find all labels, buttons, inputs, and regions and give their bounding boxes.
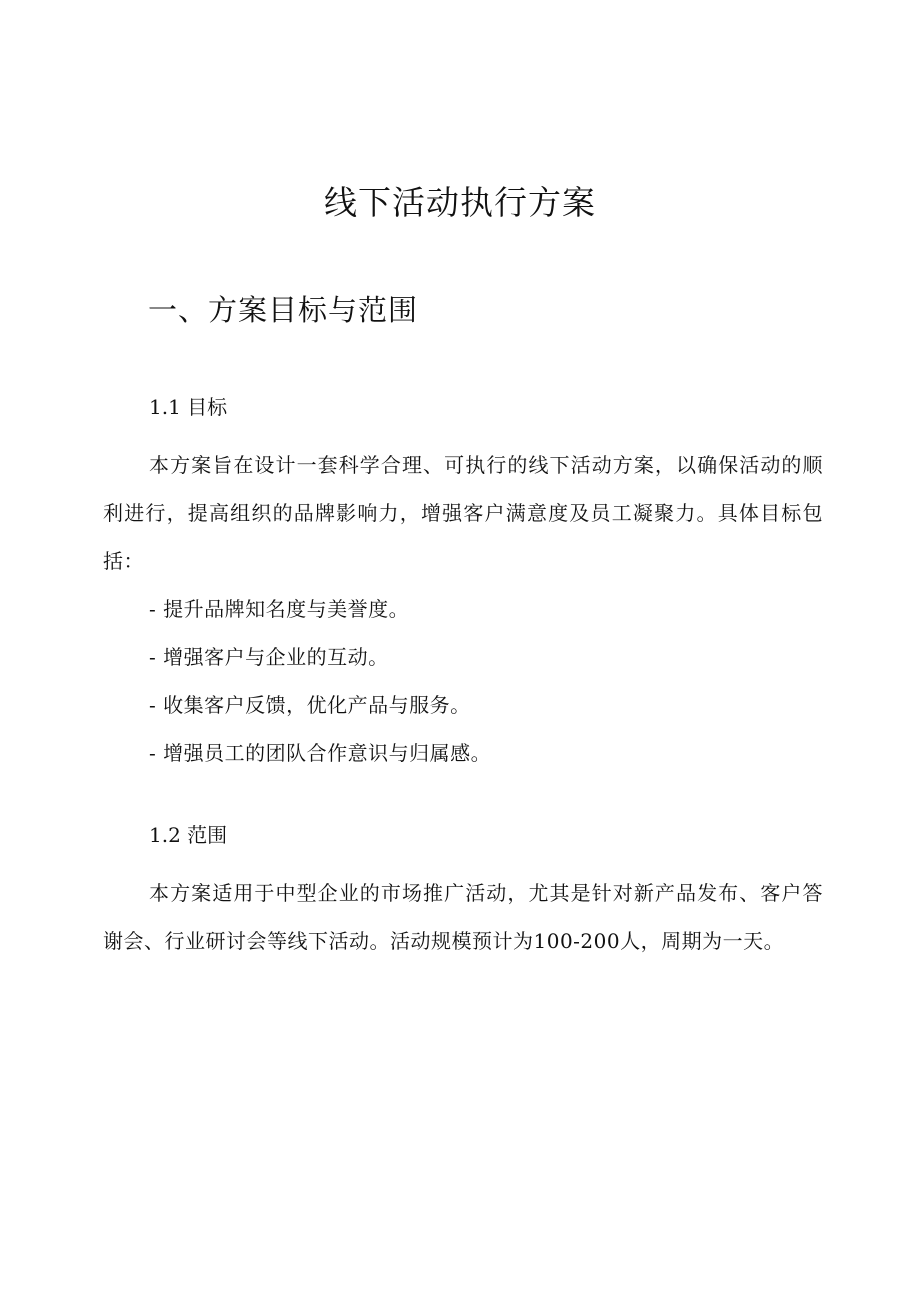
goals-paragraph: 本方案旨在设计一套科学合理、可执行的线下活动方案，以确保活动的顺利进行，提高组织的品牌影响力，增强客户满意度及员工凝聚力。具体目标包括：	[103, 453, 823, 573]
goals-list	[103, 585, 823, 777]
list-item: - 提升品牌知名度与美誉度。	[149, 597, 410, 621]
document-title: 线下活动执行方案	[324, 183, 596, 222]
subsection-heading: 1.2 范围	[149, 823, 228, 847]
subsection-goals	[103, 392, 823, 777]
scope-paragraph: 本方案适用于中型企业的市场推广活动，尤其是针对新产品发布、客户答谢会、行业研讨会等线下活动。活动规模预计为100-200人，周期为一天。	[103, 881, 823, 953]
subsection-scope	[103, 820, 823, 965]
list-item: - 收集客户反馈，优化产品与服务。	[149, 693, 471, 717]
list-item: - 增强客户与企业的互动。	[149, 645, 389, 669]
section-heading: 一、方案目标与范围	[148, 293, 419, 327]
subsection-heading: 1.1 目标	[149, 395, 228, 419]
list-item: - 增强员工的团队合作意识与归属感。	[149, 741, 492, 765]
